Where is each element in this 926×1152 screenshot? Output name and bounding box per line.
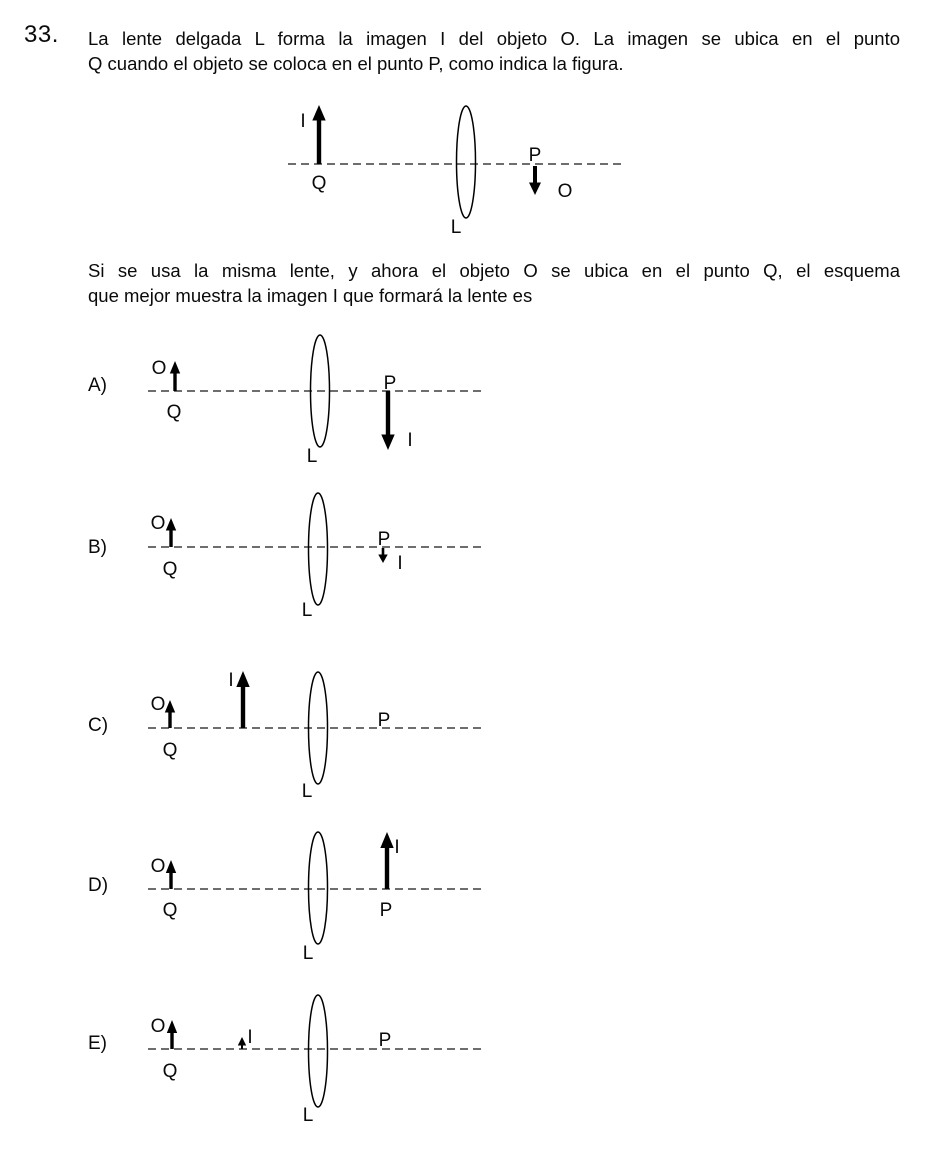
image-arrow-up-tall	[236, 671, 249, 728]
object-arrow-up	[166, 518, 176, 547]
object-arrow-up	[166, 860, 176, 889]
label-point-p: P	[377, 529, 391, 550]
label-lens: L	[301, 781, 313, 802]
option-c-letter: C)	[88, 715, 109, 736]
object-arrow-up	[165, 700, 175, 728]
label-point-q: Q	[166, 402, 182, 423]
label-point-q: Q	[162, 740, 178, 761]
object-arrow-up	[167, 1020, 177, 1049]
object-arrow-down	[529, 166, 541, 195]
label-object: O	[150, 694, 166, 715]
label-image: I	[247, 1027, 253, 1048]
option-a-letter: A)	[88, 375, 107, 396]
intro-line-1: La lente delgada L forma la imagen I del objeto O. La imagen se ubica en el punto	[88, 28, 900, 49]
lens	[309, 995, 328, 1107]
label-point-q: Q	[162, 559, 178, 580]
lens	[309, 493, 328, 605]
main-figure	[280, 92, 635, 242]
label-image: I	[228, 670, 234, 691]
question-prompt	[88, 258, 900, 308]
label-lens: L	[301, 600, 313, 620]
image-arrow-down	[381, 391, 394, 450]
label-image: I	[394, 837, 400, 858]
label-object: O	[150, 513, 166, 534]
option-c-figure	[140, 655, 490, 805]
option-d-letter: D)	[88, 875, 109, 896]
label-object: O	[151, 358, 167, 379]
label-point-p: P	[377, 710, 391, 731]
label-image: I	[300, 111, 306, 132]
label-point-q: Q	[311, 173, 327, 194]
question-intro	[88, 26, 900, 76]
label-image: I	[407, 430, 413, 451]
label-point-p: P	[378, 1030, 392, 1051]
label-point-p: P	[383, 373, 397, 394]
question-number: 33.	[24, 21, 59, 48]
label-image: I	[397, 553, 403, 574]
label-object: O	[150, 1016, 166, 1037]
option-b-figure	[140, 485, 490, 620]
label-object: O	[557, 181, 573, 202]
image-arrow-up-tiny	[238, 1037, 246, 1049]
prompt-line-2: que mejor muestra la imagen I que formará la lente es	[88, 285, 533, 306]
lens	[309, 832, 328, 944]
prompt-line-1: Si se usa la misma lente, y ahora el objeto O se ubica en el punto Q, el esquema	[88, 260, 900, 281]
label-point-p: P	[528, 145, 542, 166]
image-arrow-up-tall	[380, 832, 393, 889]
label-lens: L	[302, 1105, 314, 1126]
label-lens: L	[306, 446, 318, 465]
option-e-letter: E)	[88, 1033, 107, 1054]
label-lens: L	[450, 217, 462, 238]
option-a-figure	[140, 330, 490, 465]
intro-line-2: Q cuando el objeto se coloca en el punto P, como indica la figura.	[88, 53, 624, 74]
option-b-letter: B)	[88, 537, 107, 558]
image-arrow-down-small	[378, 548, 387, 563]
label-point-q: Q	[162, 1061, 178, 1082]
object-arrow-up	[170, 361, 180, 391]
image-arrow-up	[312, 105, 325, 164]
label-lens: L	[302, 943, 314, 964]
option-e-figure	[140, 975, 490, 1135]
label-point-q: Q	[162, 900, 178, 921]
label-point-p: P	[379, 900, 393, 921]
lens	[457, 106, 476, 218]
option-d-figure	[140, 815, 490, 965]
label-object: O	[150, 856, 166, 877]
